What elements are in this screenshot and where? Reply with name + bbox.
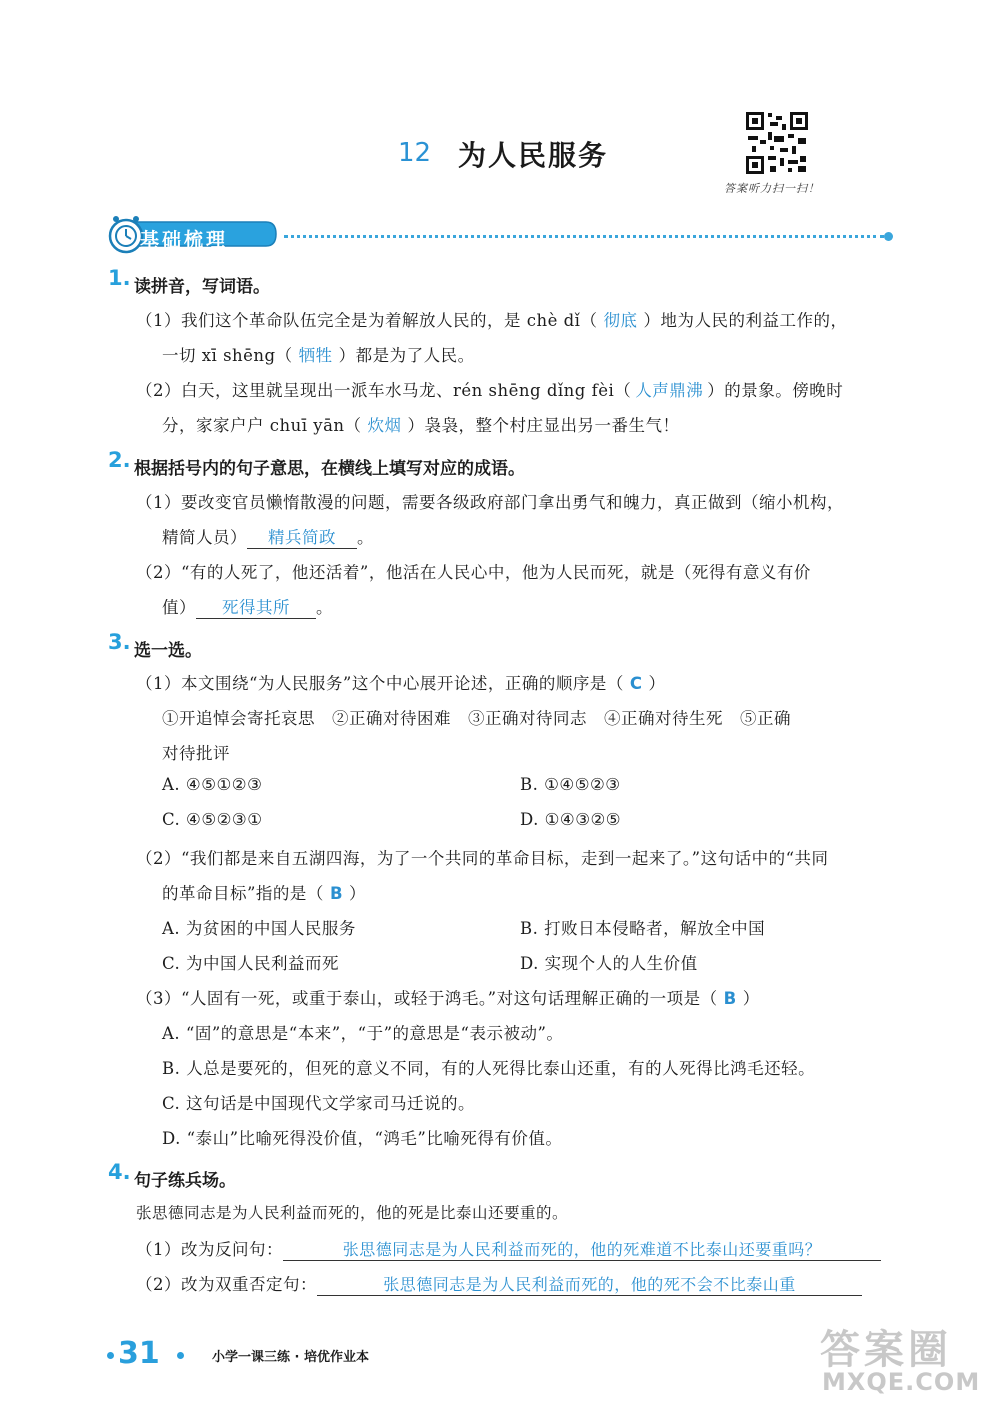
section-label: 基础梳理 xyxy=(140,229,229,251)
q4-part1: （1）改为反问句： 张思德同志是为人民利益而死的，他的死难道不比泰山还要重吗？ xyxy=(136,1236,881,1261)
q3-sub3-option-d: D. “泰山”比喻死得没价值，“鸿毛”比喻死得有价值。 xyxy=(162,1129,563,1148)
q3-sub2-option-c: C. 为中国人民利益而死 xyxy=(162,954,340,973)
q4-number: 4. xyxy=(108,1160,131,1184)
q1-number: 1. xyxy=(108,266,131,290)
q4-sentence: 张思德同志是为人民利益而死的，他的死是比泰山还要重的。 xyxy=(136,1204,569,1222)
q3-sub3-answer: B xyxy=(723,989,737,1008)
q2-number: 2. xyxy=(108,448,131,472)
q4-answer-1: 张思德同志是为人民利益而死的，他的死难道不比泰山还要重吗？ xyxy=(283,1237,881,1261)
q4-part2: （2）改为双重否定句： 张思德同志是为人民利益而死的，他的死不会不比泰山重 xyxy=(136,1271,862,1296)
footer-bullet-left xyxy=(107,1352,114,1359)
q2-title: 根据括号内的句子意思，在横线上填写对应的成语。 xyxy=(134,459,525,479)
q3-sub3-stem: （3）“人固有一死，或重于泰山，或轻于鸿毛。”对这句话理解正确的一项是（ B ） xyxy=(136,989,760,1008)
lesson-title: 为人民服务 xyxy=(458,139,609,172)
q1-title: 读拼音，写词语。 xyxy=(134,277,270,297)
q4-title: 句子练兵场。 xyxy=(134,1171,236,1191)
q1-answer-3: 人声鼎沸 xyxy=(635,381,704,400)
q3-sub3-option-c: C. 这句话是中国现代文学家司马迁说的。 xyxy=(162,1094,476,1113)
q3-title: 选一选。 xyxy=(134,641,202,661)
q2-part2-line2: 值） 死得其所 。 xyxy=(162,594,333,619)
q3-sub2-answer: B xyxy=(329,884,344,903)
lesson-number: 12 xyxy=(398,138,432,168)
q3-sub1-stem: （1）本文围绕“为人民服务”这个中心展开论述，正确的顺序是（ C ） xyxy=(136,674,666,693)
q2-part2-line1: （2）“有的人死了，他还活着”，他活在人民心中，他为人民而死，就是（死得有意义有价 xyxy=(136,563,811,582)
q1-part2-line2: 分，家家户户 chuī yān（ 炊烟 ）袅袅，整个村庄显出另一番生气！ xyxy=(162,416,680,435)
q3-sub1-option-c: C. ④⑤②③① xyxy=(162,810,263,829)
q3-sub2-option-a: A. 为贫困的中国人民服务 xyxy=(162,919,356,938)
q2-answer-2: 死得其所 xyxy=(196,594,316,619)
footer-bullet-right xyxy=(177,1352,184,1359)
q4-answer-2: 张思德同志是为人民利益而死的，他的死不会不比泰山重 xyxy=(317,1272,862,1296)
q3-sub2-option-d: D. 实现个人的人生价值 xyxy=(520,954,698,973)
q3-sub3-option-a: A. “固”的意思是“本来”，“于”的意思是“表示被动”。 xyxy=(162,1024,564,1043)
q2-answer-1: 精兵简政 xyxy=(247,524,357,549)
q3-sub1-option-b: B. ①④⑤②③ xyxy=(520,775,621,794)
q1-part1-line2: 一切 xī shēng（ 牺牲 ）都是为了人民。 xyxy=(162,346,475,365)
qr-caption: 答案听力扫一扫！ xyxy=(724,182,820,195)
q1-part1-line1: （1）我们这个革命队伍完全是为着解放人民的，是 chè dǐ（ 彻底 ）地为人民的利益工作的， xyxy=(136,311,848,330)
q3-sub2-option-b: B. 打败日本侵略者，解放全中国 xyxy=(520,919,766,938)
q3-sub1-option-d: D. ①④③②⑤ xyxy=(520,810,622,829)
q1-answer-1: 彻底 xyxy=(603,311,638,330)
q2-part1-line1: （1）要改变官员懒惰散漫的问题，需要各级政府部门拿出勇气和魄力，真正做到（缩小机构， xyxy=(136,493,844,512)
q3-sub1-items-line1: ①开追悼会寄托哀思 ②正确对待困难 ③正确对待同志 ④正确对待生死 ⑤正确 xyxy=(162,709,791,728)
q2-part1-line2: 精简人员） 精兵简政 。 xyxy=(162,524,374,549)
watermark-bottom: MXQE.COM xyxy=(822,1368,981,1396)
q3-sub2-stem-line1: （2）“我们都是来自五湖四海，为了一个共同的革命目标，走到一起来了。”这句话中的“共同 xyxy=(136,849,829,868)
q3-sub3-option-b: B. 人总是要死的，但死的意义不同，有的人死得比泰山还重，有的人死得比鸿毛还轻。 xyxy=(162,1059,816,1078)
q3-number: 3. xyxy=(108,630,131,654)
book-title: 小学一课三练 · 培优作业本 xyxy=(212,1350,369,1365)
divider-end-dot xyxy=(884,232,893,241)
q3-sub2-stem-line2: 的革命目标”指的是（ B ） xyxy=(162,884,367,903)
q3-sub1-answer: C xyxy=(629,674,643,693)
watermark-top: 答案圈 xyxy=(820,1327,952,1373)
q1-answer-4: 炊烟 xyxy=(367,416,402,435)
q1-answer-2: 牺牲 xyxy=(298,346,333,365)
section-divider xyxy=(284,235,884,238)
page-number: 31 xyxy=(118,1336,160,1371)
q3-sub1-items-line2: 对待批评 xyxy=(162,744,230,763)
q3-sub1-option-a: A. ④⑤①②③ xyxy=(162,775,263,794)
q1-part2-line1: （2）白天，这里就呈现出一派车水马龙、rén shēng dǐng fèi（ 人声鼎沸 ）的景象。傍晚时 xyxy=(136,381,844,400)
qr-code-icon[interactable] xyxy=(744,110,810,176)
